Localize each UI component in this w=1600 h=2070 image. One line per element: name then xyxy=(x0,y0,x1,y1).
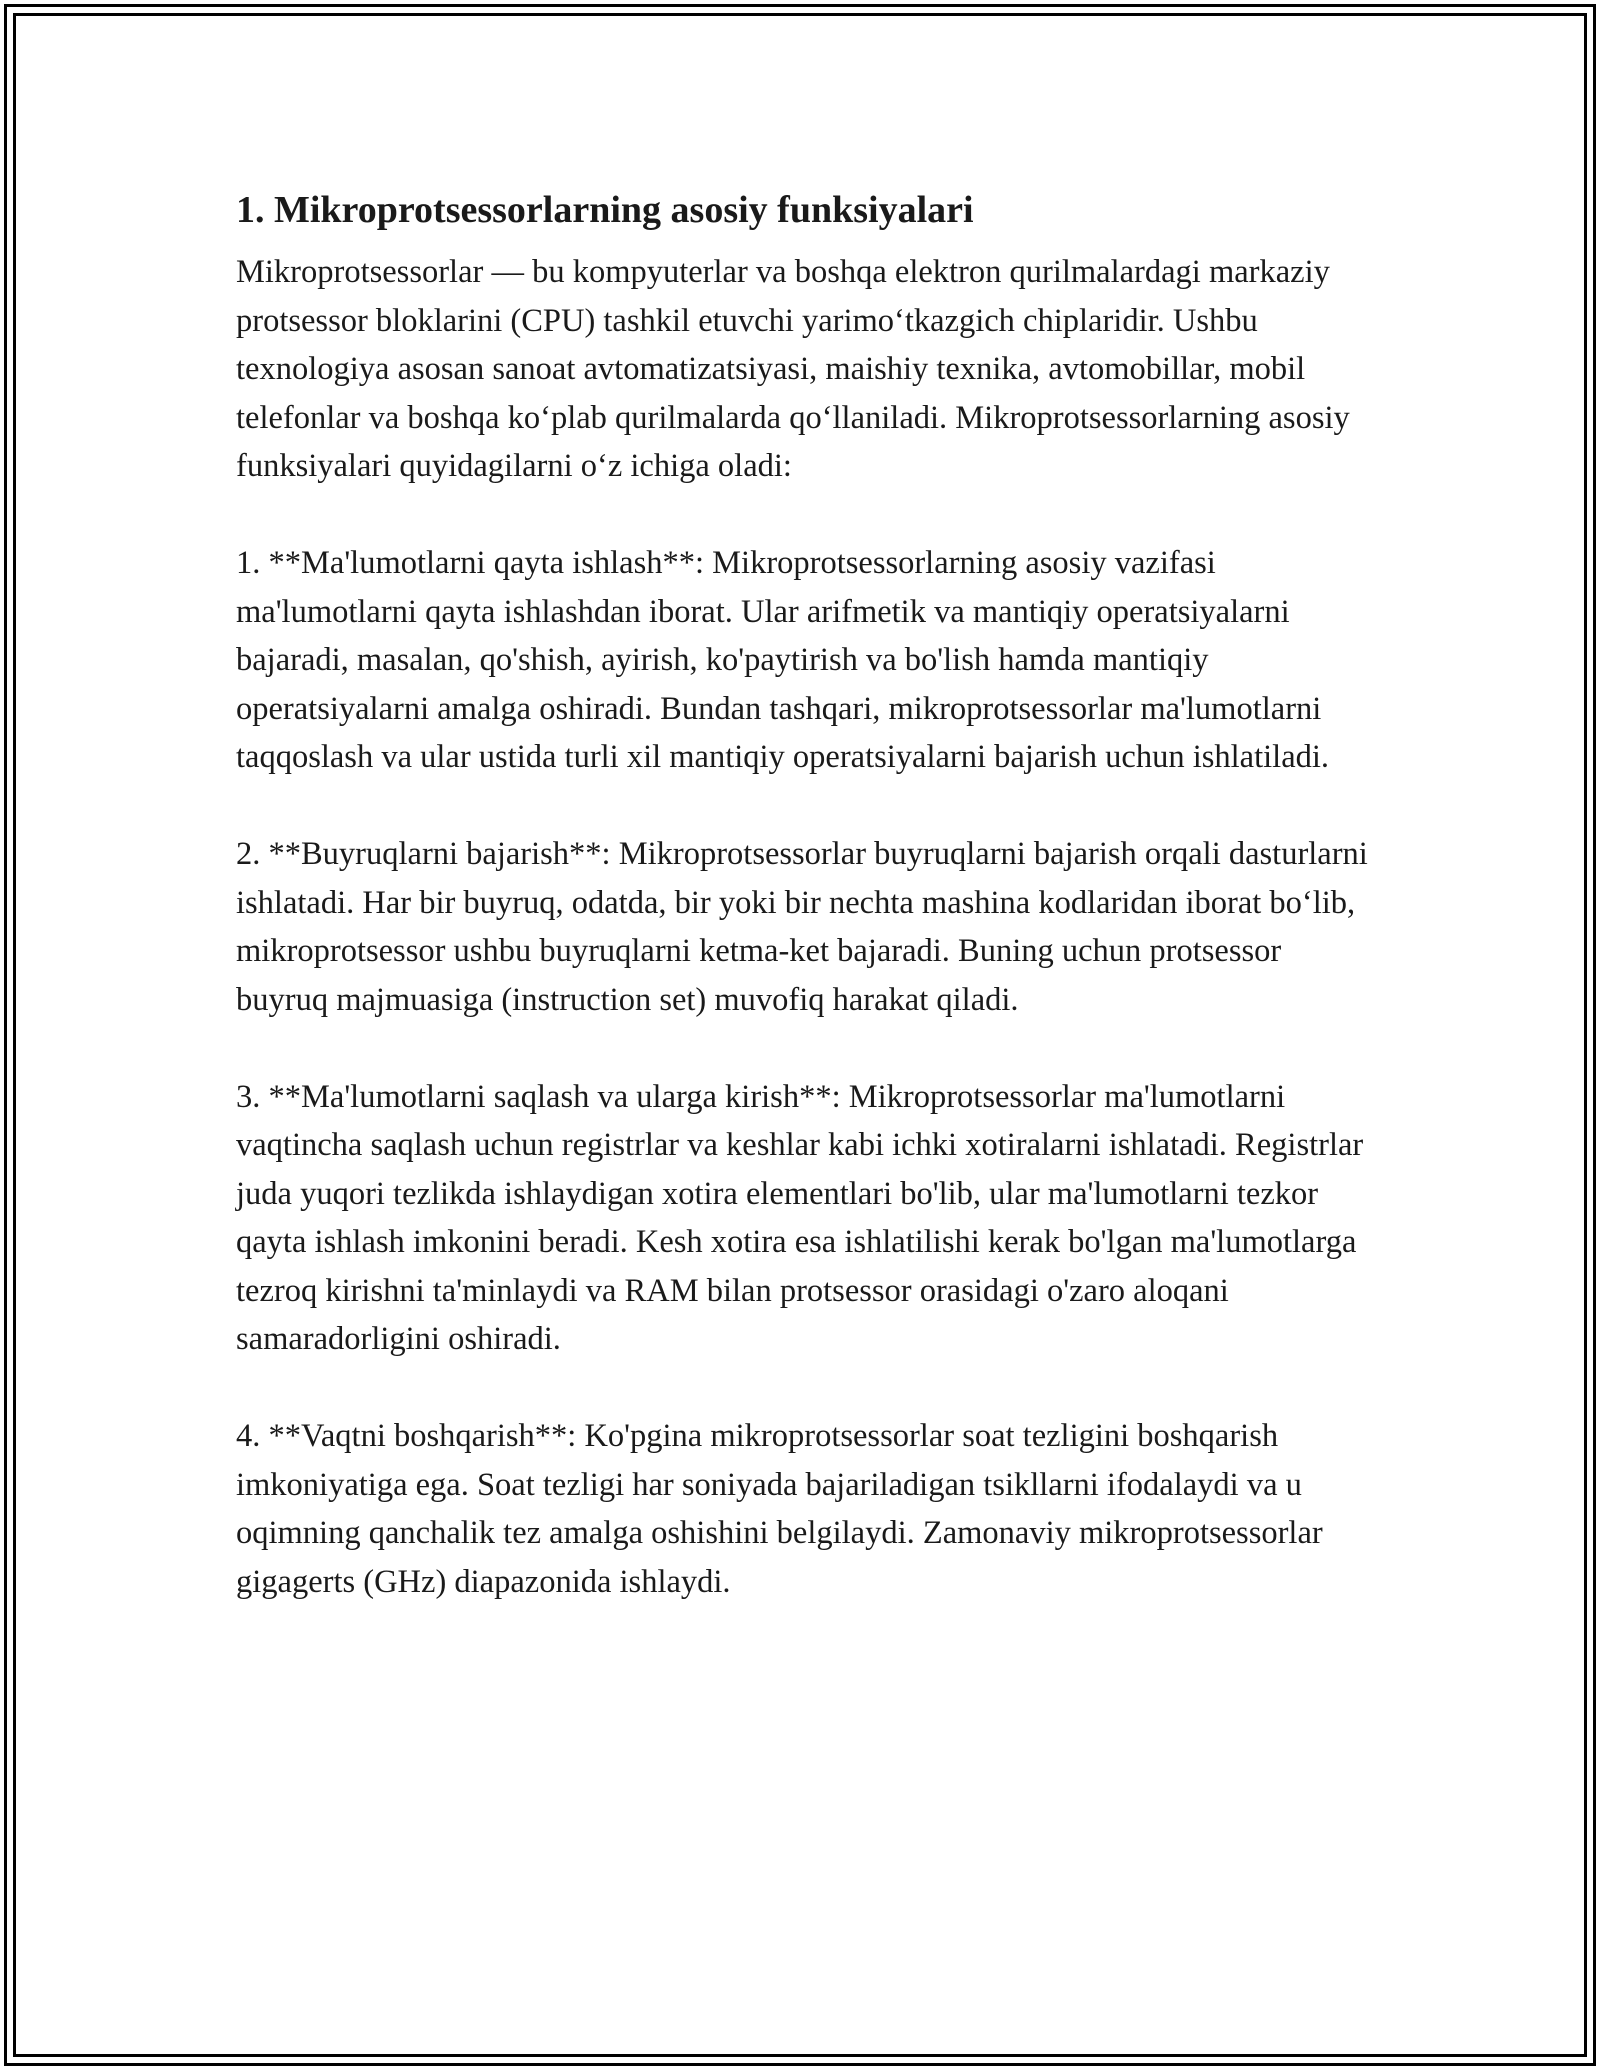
list-item-data-storage: 3. **Ma'lumotlarni saqlash va ularga kirish**: Mikroprotsessorlar ma'lumotlarni vaqtincha saqlash uchun registrlar va keshlar kabi ichki xotiralarni ishlatadi. Registrlar juda yuqori tezlikda ishlaydigan xotira elementlari bo'lib, ular ma'lumotlarni tezkor qayta ishlash imkonini beradi. Kesh xotira esa ishlatilishi kerak bo'lgan ma'lumotlarga tezroq kirishni ta'minlaydi va RAM bilan protsessor orasidagi o'zaro aloqani samaradorligini oshiradi. xyxy=(236,1078,1364,1357)
intro-paragraph: Mikroprotsessorlar — bu kompyuterlar va boshqa elektron qurilmalardagi markaziy protsessor bloklarini (CPU) tashkil etuvchi yarimo‘tkazgich chiplaridir. Ushbu texnologiya asosan sanoat avtomatizatsiyasi, maishiy texnika, avtomobillar, mobil telefonlar va boshqa ko‘plab qurilmalarda qo‘llaniladi. Mikroprotsessorlarning asosiy funksiyalari quyidagilarni o‘z ichiga oladi: xyxy=(236,254,1350,484)
list-item-data-processing: 1. **Ma'lumotlarni qayta ishlash**: Mikroprotsessorlarning asosiy vazifasi ma'lumotlarni qayta ishlashdan iborat. Ular arifmetik va mantiqiy operatsiyalarni bajaradi, masalan, qo'shish, ayirish, ko'paytirish va bo'lish hamda mantiqiy operatsiyalarni amalga oshiradi. Bundan tashqari, mikroprotsessorlar ma'lumotlarni taqqoslash va ular ustida turli xil mantiqiy operatsiyalarni bajarish uchun ishlatiladi. xyxy=(236,545,1330,775)
section-heading: 1. Mikroprotsessorlarning asosiy funksiyalari xyxy=(236,189,974,231)
list-item-instruction-execution: 2. **Buyruqlarni bajarish**: Mikroprotsessorlar buyruqlarni bajarish orqali dasturlarni ishlatadi. Har bir buyruq, odatda, bir yoki bir nechta mashina kodlaridan iborat bo‘lib, mikroprotsessor ushbu buyruqlarni ketma-ket bajaradi. Buning uchun protsessor buyruq majmuasiga (instruction set) muvofiq harakat qiladi. xyxy=(236,836,1368,1018)
document-body xyxy=(236,186,1376,1655)
list-item-timing-control: 4. **Vaqtni boshqarish**: Ko'pgina mikroprotsessorlar soat tezligini boshqarish imkoniyatiga ega. Soat tezligi har soniyada bajariladigan tsikllarni ifodalaydi va u oqimning qanchalik tez amalga oshishini belgilaydi. Zamonaviy mikroprotsessorlar gigagerts (GHz) diapazonida ishlaydi. xyxy=(236,1418,1323,1600)
